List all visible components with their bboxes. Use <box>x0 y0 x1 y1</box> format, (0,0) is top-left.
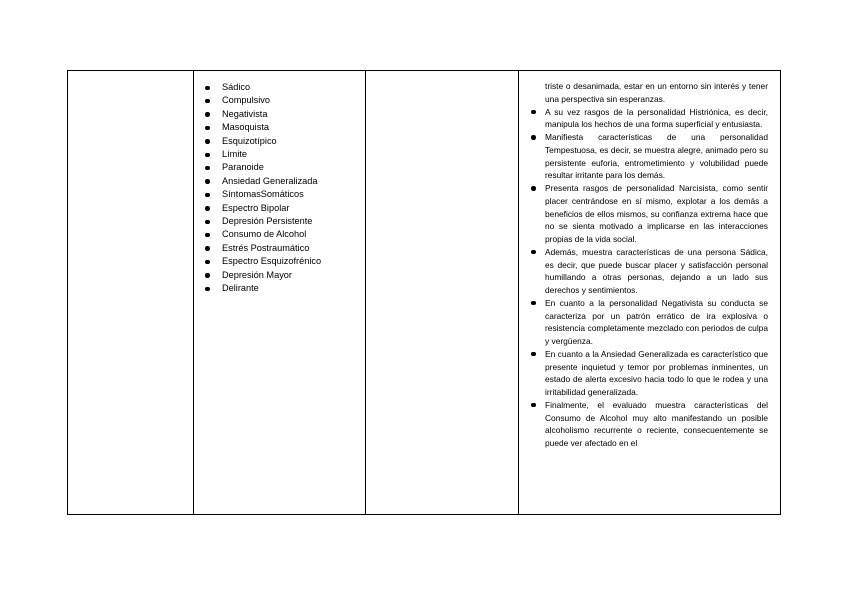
analysis-item: Además, muestra características de una persona Sádica, es decir, que puede buscar placer y satisfacción personal humillando a otras personas, dejando a un lado sus derechos y sentimientos. <box>529 246 768 297</box>
analysis-lead-paragraph: triste o desanimada, estar en un entorno sin interés y tener una perspectiva sin esperanzas. <box>545 81 768 104</box>
list-item: Compulsivo <box>203 94 365 107</box>
list-item: Masoquista <box>203 121 365 134</box>
analysis-item: Finalmente, el evaluado muestra características del Consumo de Alcohol muy alto manifestando un posible alcoholismo recurrente o reciente, consecuentemente se puede ver afectado en el <box>529 399 768 450</box>
table-cell-analysis <box>519 71 780 514</box>
table-cell-disorders <box>194 71 366 514</box>
list-item: Depresión Persistente <box>203 215 365 228</box>
disorder-list <box>194 71 365 296</box>
list-item: Espectro Esquizofrénico <box>203 255 365 268</box>
list-item: Límite <box>203 148 365 161</box>
list-item: Espectro Bipolar <box>203 202 365 215</box>
table-cell-empty-1 <box>68 71 194 514</box>
results-table <box>67 70 781 515</box>
analysis-list <box>529 106 768 450</box>
analysis-item: A su vez rasgos de la personalidad Histriónica, es decir, manipula los hechos de una forma superficial y entusiasta. <box>529 106 768 132</box>
list-item: Estrés Postraumático <box>203 242 365 255</box>
list-item: Ansiedad Generalizada <box>203 175 365 188</box>
list-item: Sádico <box>203 81 365 94</box>
analysis-item: Presenta rasgos de personalidad Narcisista, como sentir placer centrándose en sí mismo, explotar a los demás a beneficios de ellos mismos, su confianza extrema hace que no se sienta motivado a implicarse en las interacciones propias de la vida social. <box>529 182 768 246</box>
list-item: SíntomasSomáticos <box>203 188 365 201</box>
analysis-item: Manifiesta características de una personalidad Tempestuosa, es decir, se muestra alegre, animado pero su persistente euforia, entrometimiento y volubilidad puede resultar irritante para los demás. <box>529 131 768 182</box>
list-item: Delirante <box>203 282 365 295</box>
list-item: Paranoide <box>203 161 365 174</box>
analysis-item: En cuanto a la Ansiedad Generalizada es característico que presente inquietud y temor por problemas inminentes, un estado de alerta excesivo hacia todo lo que le rodea y una irritabilidad generalizada. <box>529 348 768 399</box>
list-item: Esquizotípico <box>203 135 365 148</box>
list-item: Negativista <box>203 108 365 121</box>
list-item: Consumo de Alcohol <box>203 228 365 241</box>
analysis-text <box>519 71 780 450</box>
list-item: Depresión Mayor <box>203 269 365 282</box>
analysis-item: En cuanto a la personalidad Negativista su conducta se caracteriza por un patrón errático de ira explosiva o resistencia completamente mezclado con periodos de culpa y vergüenza. <box>529 297 768 348</box>
table-cell-empty-2 <box>366 71 519 514</box>
